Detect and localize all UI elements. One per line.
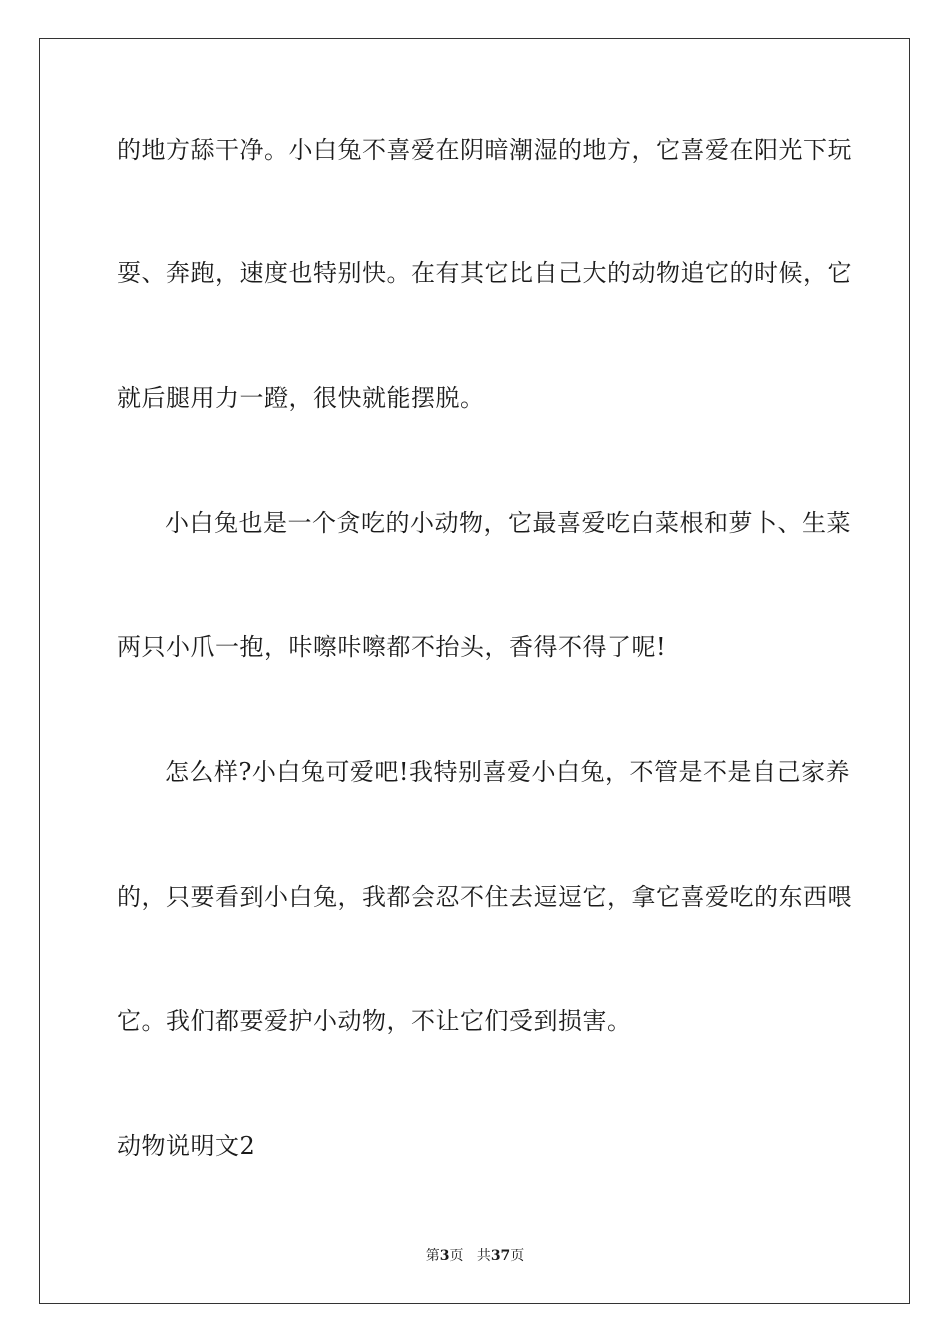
paragraph-line: 两只小爪一抱，咔嚓咔嚓都不抬头，香得不得了呢!: [117, 633, 667, 661]
paragraph-line: 它。我们都要爱护小动物，不让它们受到损害。: [117, 1007, 632, 1035]
page-footer: [0, 1247, 950, 1265]
paragraph-line: 小白兔也是一个贪吃的小动物，它最喜爱吃白菜根和萝卜、生菜: [165, 509, 851, 537]
paragraph-line: 怎么样?小白兔可爱吧!我特别喜爱小白兔，不管是不是自己家养: [165, 758, 851, 786]
total-prefix: 共: [476, 1248, 491, 1264]
total-suffix: 页: [510, 1248, 525, 1264]
paragraph-line: 的，只要看到小白兔，我都会忍不住去逗逗它，拿它喜爱吃的东西喂: [117, 883, 852, 911]
page-frame: [39, 38, 910, 1304]
paragraph-line: 就后腿用力一蹬，很快就能摆脱。: [117, 384, 485, 412]
page-prefix: 第: [425, 1248, 440, 1264]
paragraph-line: 耍、奔跑，速度也特别快。在有其它比自己大的动物追它的时候，它: [117, 259, 852, 287]
section-heading: 动物说明文2: [117, 1132, 256, 1160]
page-suffix: 页: [449, 1248, 464, 1264]
total-pages: 37: [490, 1248, 511, 1264]
paragraph-line: 的地方舔干净。小白兔不喜爱在阴暗潮湿的地方，它喜爱在阳光下玩: [117, 136, 852, 164]
page-number: 3: [439, 1248, 450, 1264]
